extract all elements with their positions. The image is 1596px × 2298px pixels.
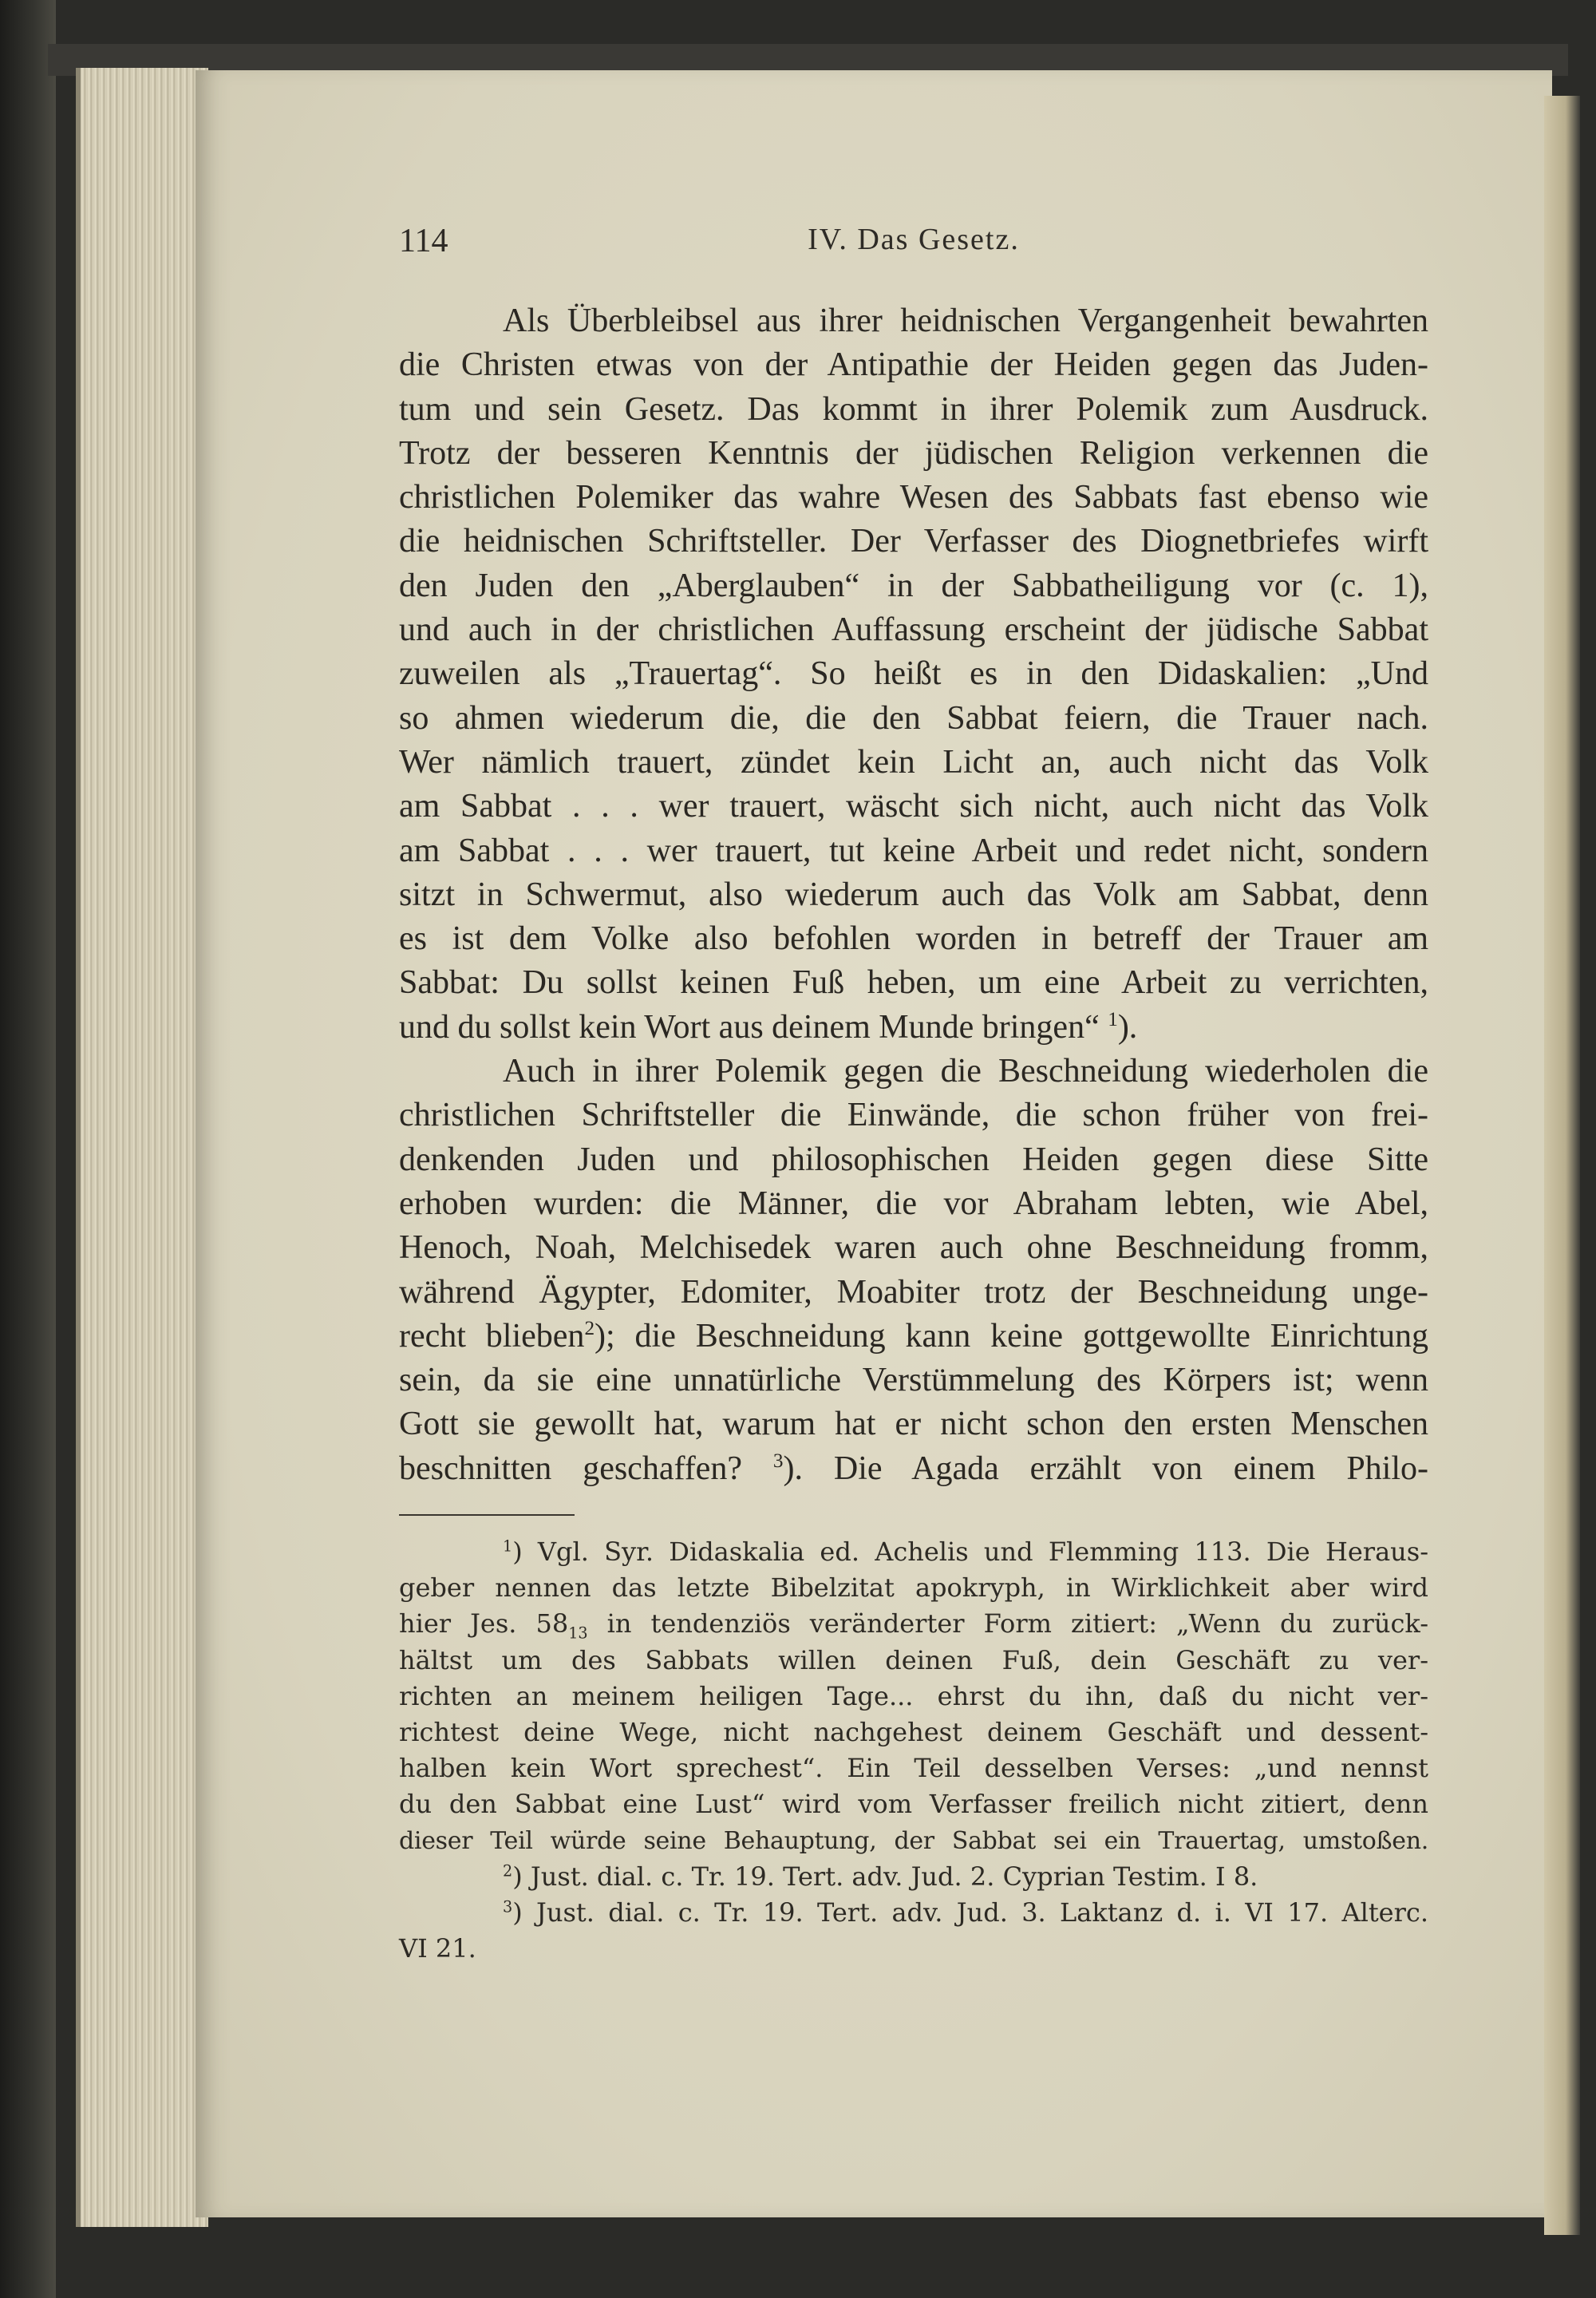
text-line: erhoben wurden: die Männer, die vor Abraham lebten, wie Abel, [399,1185,1428,1222]
page-number: 114 [399,223,448,259]
footnote-divider [399,1514,575,1516]
running-title: IV. Das Gesetz. [808,223,1020,256]
text-fragment: ); die Beschneidung kann keine gottgewollte Einrichtung [595,1317,1429,1355]
text-line: Henoch, Noah, Melchisedek waren auch ohne Beschneidung fromm, [399,1229,1428,1267]
text-line [399,1315,1428,1359]
footnote-text: Just. dial. c. Tr. 19. Tert. adv. Jud. 3. Laktanz d. i. VI 17. Alterc. [536,1897,1429,1928]
text-line: christlichen Schriftsteller die Einwände, die schon früher von frei- [399,1097,1428,1134]
text-fragment: und du sollst kein Wort aus deinem Munde bringen“ [399,1008,1100,1046]
footnote-text: Vgl. Syr. Didaskalia ed. Achelis und Flemming 113. Die Heraus- [537,1537,1429,1567]
footnote-mark: 3 [772,1450,784,1472]
text-fragment: ). [783,1450,803,1487]
footnote-line: richtest deine Wege, nicht nachgehest deinem Geschäft und dessent- [399,1716,1428,1747]
text-line: Wer nämlich trauert, zündet kein Licht an, auch nicht das Volk [399,743,1428,781]
footnote-line: dieser Teil würde seine Behauptung, der Sabbat sei ein Trauertag, umstoßen. [399,1826,1428,1855]
footnote-line: richten an meinem heiligen Tage... ehrst du ihn, daß du nicht ver- [399,1680,1428,1711]
footnote-line [399,1606,1428,1642]
text-line: die Christen etwas von der Antipathie der Heiden gegen das Juden- [399,346,1428,384]
text-line: Als Überbleibsel aus ihrer heidnischen Vergangenheit bewahrten [503,303,1428,339]
text-line: Sabbat: Du sollst keinen Fuß heben, um eine Arbeit zu verrichten, [399,964,1428,1002]
text-line: so ahmen wiederum die, die den Sabbat feiern, die Trauer nach. [399,699,1428,737]
text-line [399,1447,1428,1491]
footnote-line: $^1$) Vgl. Syr. Didaskalia ed. Achelis und Flemming 113. Die Heraus- [503,1537,1429,1567]
text-fragment: Die Agada erzählt von einem Philo- [833,1450,1428,1487]
text-line: während Ägypter, Edomiter, Moabiter trotz der Beschneidung unge- [399,1273,1428,1311]
footnote-line: du den Sabbat eine Lust“ wird vom Verfasser freilich nicht zitiert, denn [399,1789,1428,1820]
text-fragment: recht blieben [399,1317,585,1355]
verse-subscript: 13 [568,1624,588,1643]
text-line: sitzt in Schwermut, also wiederum auch das Volk am Sabbat, denn [399,876,1428,913]
book-cover-right-edge [1544,96,1580,2235]
text-line [399,1006,1428,1050]
main-text [399,299,1428,1491]
running-header [399,222,1428,262]
text-line: es ist dem Volke also befohlen worden in betreff der Trauer am [399,920,1428,958]
scan-background-left [0,0,56,2298]
text-line: sein, da sie eine unnatürliche Verstümmelung des Körpers ist; wenn [399,1362,1428,1399]
text-line: am Sabbat . . . wer trauert, tut keine Arbeit und redet nicht, sondern [399,832,1428,869]
page-stack-edge [76,68,208,2227]
text-line: Gott sie gewollt hat, warum hat er nicht schon den ersten Menschen [399,1406,1428,1443]
text-line: Trotz der besseren Kenntnis der jüdischen Religion verkennen die [399,434,1428,472]
text-fragment: beschnitten geschaffen? [399,1450,742,1487]
footnote-number: 2 [503,1861,513,1881]
footnote-text: Just. dial. c. Tr. 19. Tert. adv. Jud. 2. Cyprian Testim. I 8. [530,1861,1258,1892]
text-line: und auch in der christlichen Auffassung erscheint der jüdische Sabbat [399,611,1428,649]
footnote-line: VI 21. [399,1933,476,1964]
text-line: Auch in ihrer Polemik gegen die Beschneidung wiederholen die [503,1053,1428,1090]
text-line: am Sabbat . . . wer trauert, wäscht sich nicht, auch nicht das Volk [399,788,1428,825]
footnote-mark: 1 [1108,1008,1118,1030]
footnote-line: halben kein Wort sprechest“. Ein Teil desselben Verses: „und nennst [399,1753,1428,1784]
footnote-mark: 2 [584,1317,595,1339]
text-fragment: ). [1117,1008,1138,1046]
footnote-line: $^3$) Just. dial. c. Tr. 19. Tert. adv. Jud. 3. Laktanz d. i. VI 17. Alterc. [503,1897,1429,1928]
text-line: christlichen Polemiker das wahre Wesen des Sabbats fast ebenso wie [399,479,1428,516]
text-line: denkenden Juden und philosophischen Heiden gegen diese Sitte [399,1141,1428,1178]
text-line: tum und sein Gesetz. Das kommt in ihrer Polemik zum Ausdruck. [399,390,1428,428]
text-line: zuweilen als „Trauertag“. So heißt es in den Didaskalien: „Und [399,655,1428,693]
text-line: den Juden den „Aberglauben“ in der Sabbatheiligung vor (c. 1), [399,567,1428,604]
footnote-number: 1 [503,1537,513,1556]
footnote-text: in tendenziös veränderter Form zitiert: „Wenn du zurück- [606,1608,1429,1639]
footnote-line: $^2$) Just. dial. c. Tr. 19. Tert. adv. Jud. 2. Cyprian Testim. I 8. [503,1861,1258,1892]
footnote-number: 3 [503,1897,513,1916]
footnote-line: geber nennen das letzte Bibelzitat apokryph, in Wirklichkeit aber wird [399,1572,1428,1604]
footnotes [399,1534,1428,1967]
footnote-line: hältst um des Sabbats willen deinen Fuß, dein Geschäft zu ver- [399,1644,1428,1675]
text-line: die heidnischen Schriftsteller. Der Verfasser des Diognetbriefes wirft [399,523,1428,560]
footnote-text: hier Jes. 58 [399,1608,569,1639]
